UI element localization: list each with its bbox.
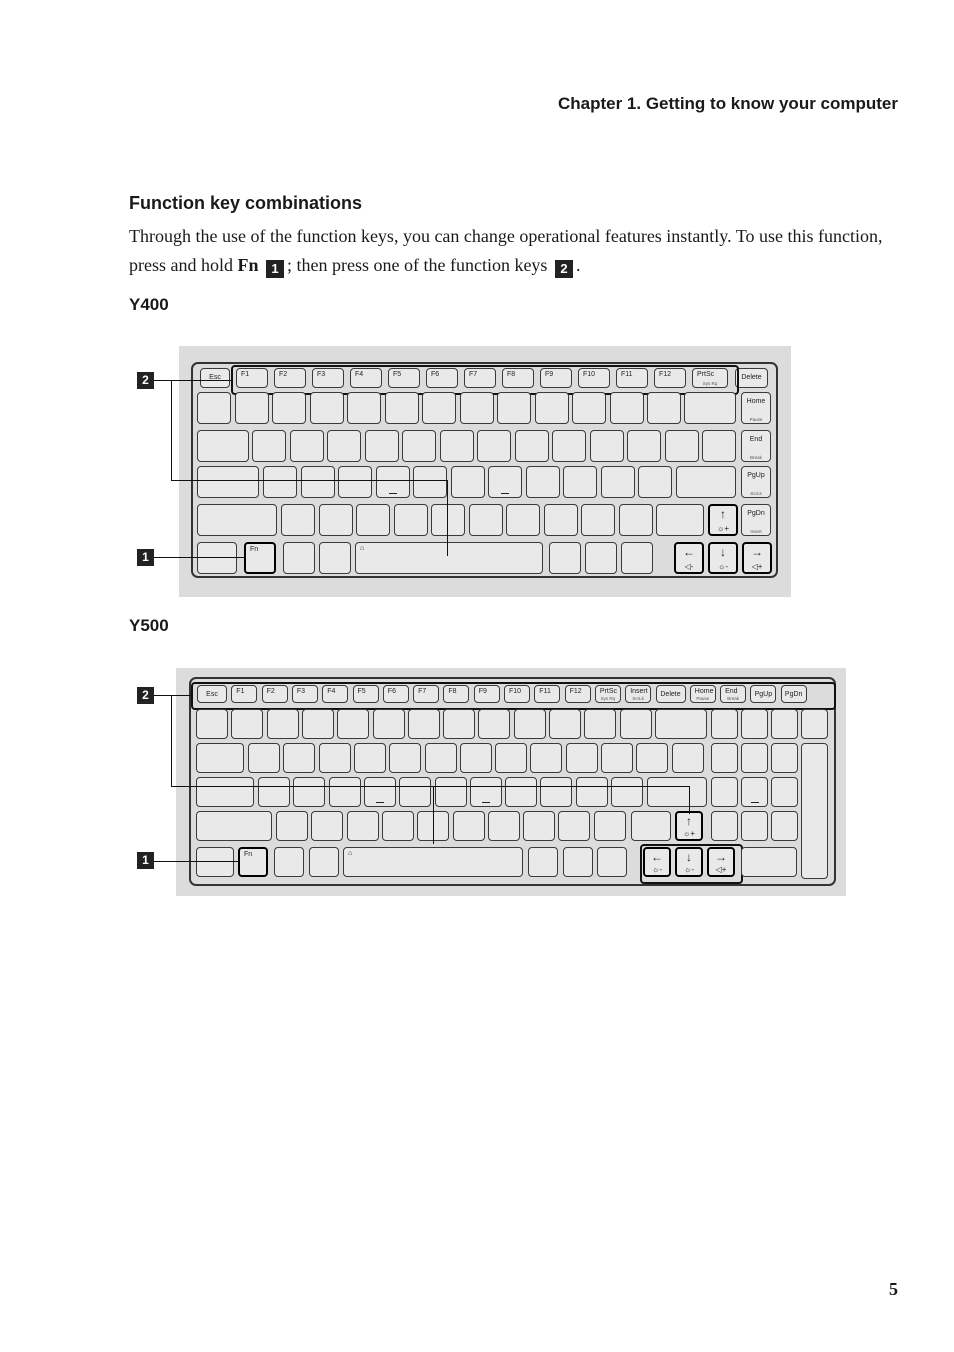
key-pgdn: [741, 504, 771, 536]
key-label: PgUp: [754, 691, 773, 698]
space-key: [355, 542, 543, 574]
menu-key: [621, 542, 653, 574]
key-label: F6: [431, 371, 440, 378]
key: [231, 709, 263, 739]
key-sublabel: Break: [727, 696, 739, 701]
numpad-key: [711, 743, 738, 773]
right-shift-key: [631, 811, 671, 841]
arrow-down-icon: ↓: [720, 545, 726, 559]
numpad-key: [771, 811, 798, 841]
key-label: F8: [448, 688, 457, 695]
key-label: PgDn: [784, 691, 803, 698]
home-row-bump: [389, 493, 397, 495]
up-arrow-key: [675, 811, 703, 841]
key: [594, 811, 626, 841]
key: [488, 811, 520, 841]
key: [552, 430, 586, 462]
key: [495, 743, 527, 773]
key: [488, 466, 522, 498]
home-row-bump: [482, 802, 490, 804]
key: [413, 466, 447, 498]
key: [258, 777, 290, 807]
key: [373, 709, 405, 739]
section-title: Function key combinations: [129, 193, 363, 213]
chapter-header: Chapter 1. Getting to know your computer: [557, 94, 898, 113]
key: [196, 709, 228, 739]
arrow-up-icon: ↑: [720, 507, 726, 521]
key-label: F7: [418, 688, 427, 695]
key: [601, 466, 635, 498]
key: [460, 392, 494, 424]
key: [526, 466, 560, 498]
tab-key: [197, 430, 249, 462]
numpad-key: [741, 811, 768, 841]
key: [610, 392, 644, 424]
key-end: [741, 430, 771, 462]
home-row-bump: [501, 493, 509, 495]
key: [647, 392, 681, 424]
key: [235, 392, 269, 424]
key: [601, 743, 633, 773]
key: [431, 504, 465, 536]
alt-gr-key: [528, 847, 558, 877]
key: [665, 430, 699, 462]
key-label: F4: [355, 371, 364, 378]
ctrl-right-key: [585, 542, 617, 574]
key: [505, 777, 537, 807]
key-label: F8: [507, 371, 516, 378]
arrow-right-icon: →: [751, 545, 763, 559]
callout-fkeys: 2: [555, 260, 573, 278]
arrow-down-icon: ↓: [686, 850, 692, 864]
numpad-tall-key: [801, 743, 828, 879]
key: [310, 392, 344, 424]
numpad-key: [771, 743, 798, 773]
right-arrow-key: [742, 542, 772, 574]
key: [337, 709, 369, 739]
key: [576, 777, 608, 807]
key-sublabel: Pause: [696, 696, 710, 701]
key: [460, 743, 492, 773]
key: [506, 504, 540, 536]
tab-key: [196, 743, 244, 773]
key: [530, 743, 562, 773]
key: [394, 504, 428, 536]
key: [301, 466, 335, 498]
home-row-bump: [376, 802, 384, 804]
y400-callout-fkeys: 2: [137, 372, 154, 389]
key-delete: [735, 368, 768, 388]
key: [356, 504, 390, 536]
key: [453, 811, 485, 841]
enter-key: [676, 466, 736, 498]
y500-leader-fkeys: [154, 695, 192, 696]
intro-text-2: ; then press one of the function keys: [287, 255, 548, 275]
brightness-up-icon: ☼+: [682, 829, 695, 838]
key: [354, 743, 386, 773]
arrow-left-icon: ←: [683, 545, 695, 559]
key-sublabel: Pause: [749, 417, 763, 422]
key: [408, 709, 440, 739]
key: [267, 709, 299, 739]
key-label: Home: [746, 398, 766, 405]
key: [319, 743, 351, 773]
backspace-key: [655, 709, 707, 739]
key-label: F12: [659, 371, 672, 378]
key-label: Delete: [660, 691, 681, 698]
key: [566, 743, 598, 773]
key: [197, 392, 231, 424]
brightness-down-icon: ☼-: [652, 865, 662, 874]
key: [535, 392, 569, 424]
key: [365, 430, 399, 462]
key-esc: [200, 368, 230, 388]
key-label: F9: [545, 371, 554, 378]
alt-key: [309, 847, 339, 877]
key-label: F3: [296, 688, 306, 695]
callout-fn: 1: [266, 260, 284, 278]
key: [638, 466, 672, 498]
key-sublabel: ScrLk: [750, 491, 762, 496]
key-sublabel: Break: [750, 455, 762, 460]
key-label: ⌂: [348, 850, 353, 857]
numpad-key: [711, 709, 738, 739]
key-label: F9: [478, 688, 487, 695]
key: [389, 743, 421, 773]
key-label: PrtSc: [599, 688, 618, 695]
key: [425, 743, 457, 773]
key: [584, 709, 616, 739]
key: [523, 811, 555, 841]
key: [283, 743, 315, 773]
key-label: F1: [241, 371, 250, 378]
intro-paragraph: [129, 222, 899, 280]
key: [581, 504, 615, 536]
key-label: F5: [393, 371, 402, 378]
y400-callout-fn: 1: [137, 549, 154, 566]
right-shift-key: [656, 504, 704, 536]
key: [620, 709, 652, 739]
left-shift-key: [197, 504, 277, 536]
key: [627, 430, 661, 462]
y500-leader-to-arrows: [689, 786, 690, 814]
key: [252, 430, 286, 462]
key: [515, 430, 549, 462]
y400-leader-fkeys: [154, 380, 231, 381]
key-label: End: [749, 436, 763, 443]
y500-arrows-highlight: [640, 844, 743, 884]
key-label: Esc: [206, 691, 218, 698]
key: [293, 777, 325, 807]
key: [290, 430, 324, 462]
key-home: [741, 392, 771, 424]
caps-lock-key: [197, 466, 259, 498]
key: [544, 504, 578, 536]
windows-key: [274, 847, 304, 877]
key: [497, 392, 531, 424]
key-label: F2: [279, 371, 288, 378]
key-pgup: [741, 466, 771, 498]
arrow-right-icon: →: [715, 850, 727, 864]
key-label: F1: [236, 688, 245, 695]
left-arrow-key: [674, 542, 704, 574]
key-label: Fn: [250, 546, 259, 553]
y400-fkeys-highlight: [231, 365, 739, 395]
y500-leader-fn: [154, 861, 238, 862]
key-label: ⌂: [360, 545, 365, 552]
key: [477, 430, 511, 462]
key: [470, 777, 502, 807]
y400-leader-drop: [171, 380, 172, 480]
key-label: PgDn: [747, 510, 765, 517]
key: [619, 504, 653, 536]
caps-lock-key: [196, 777, 254, 807]
key: [451, 466, 485, 498]
key-label: F12: [569, 688, 582, 695]
key-label: F7: [469, 371, 478, 378]
numpad-zero-key: [741, 847, 797, 877]
key: [549, 709, 581, 739]
key: [422, 392, 456, 424]
alt-key: [319, 542, 351, 574]
brightness-down-icon: ☼-: [718, 562, 728, 571]
key: [572, 392, 606, 424]
y500-fkeys-highlight: [191, 682, 836, 710]
y400-leader-to-arrows: [447, 480, 448, 556]
key: [440, 430, 474, 462]
key-label: F4: [327, 688, 336, 695]
ctrl-key: [197, 542, 237, 574]
page-number: 5: [889, 1279, 898, 1299]
key: [347, 811, 379, 841]
home-row-bump: [751, 802, 759, 804]
key: [272, 392, 306, 424]
key-label: PgUp: [747, 472, 765, 479]
key-label: End: [725, 688, 738, 695]
key-label: Insert: [630, 688, 648, 695]
key-label: F6: [387, 688, 396, 695]
arrow-left-icon: ←: [651, 850, 663, 864]
brightness-up-icon: ☼+: [716, 524, 729, 533]
key: [263, 466, 297, 498]
space-key: [343, 847, 523, 877]
key: [563, 466, 597, 498]
key-label: F11: [539, 688, 551, 695]
backspace-key: [684, 392, 736, 424]
key-sublabel: Insert: [750, 529, 762, 534]
key: [347, 392, 381, 424]
key-label: F5: [357, 688, 366, 695]
key: [702, 430, 736, 462]
key-label: Fn: [244, 851, 253, 858]
intro-text-end: .: [575, 255, 581, 275]
fn-key: [238, 847, 268, 877]
arrow-up-icon: ↑: [686, 814, 692, 828]
key: [540, 777, 572, 807]
numpad-key: [711, 811, 738, 841]
key: [376, 466, 410, 498]
numpad-key: [741, 743, 768, 773]
ctrl-right-key: [597, 847, 627, 877]
y500-keyboard: [176, 668, 846, 896]
key: [402, 430, 436, 462]
enter-key: [647, 777, 707, 807]
key: [319, 504, 353, 536]
key-sublabel: ScrLk: [632, 696, 644, 701]
key: [302, 709, 334, 739]
volume-up-icon: ◁+: [715, 865, 727, 874]
key: [590, 430, 624, 462]
key-label: F2: [266, 688, 275, 695]
y400-keyboard: [179, 346, 791, 597]
key: [327, 430, 361, 462]
key-label: PrtSc: [697, 371, 715, 378]
brightness-down-icon: ☼-: [684, 865, 694, 874]
key: [478, 709, 510, 739]
numpad-key: [771, 709, 798, 739]
key-label: F10: [583, 371, 596, 378]
key: [443, 709, 475, 739]
key: [636, 743, 668, 773]
down-arrow-key: [708, 542, 738, 574]
volume-down-icon: ◁-: [684, 562, 694, 571]
key: [399, 777, 431, 807]
y500-label: Y500: [129, 616, 169, 635]
menu-key: [563, 847, 593, 877]
key-label: Home: [694, 688, 714, 695]
key: [338, 466, 372, 498]
key: [435, 777, 467, 807]
key: [311, 811, 343, 841]
y400-leader-across: [171, 480, 447, 481]
numpad-key: [741, 709, 768, 739]
key-label: Esc: [209, 374, 221, 381]
alt-gr-key: [549, 542, 581, 574]
numpad-key: [711, 777, 738, 807]
key: [281, 504, 315, 536]
key-label: F3: [317, 371, 326, 378]
key: [329, 777, 361, 807]
y500-leader-to-space: [433, 786, 434, 844]
y500-leader-across: [171, 786, 689, 787]
y500-leader-drop: [171, 695, 172, 786]
volume-up-icon: ◁+: [751, 562, 763, 571]
up-arrow-key: [708, 504, 738, 536]
fn-key-label: Fn: [237, 255, 259, 275]
key-sublabel: Sys Rq: [702, 381, 718, 386]
key: [276, 811, 308, 841]
numpad-key: [741, 777, 768, 807]
windows-key: [283, 542, 315, 574]
key-sublabel: Sys Rq: [600, 696, 616, 701]
ctrl-key: [196, 847, 234, 877]
key: [672, 743, 704, 773]
y400-leader-fn: [154, 557, 244, 558]
y500-callout-fkeys: 2: [137, 687, 154, 704]
fn-key: [244, 542, 276, 574]
key: [364, 777, 396, 807]
y400-label: Y400: [129, 295, 169, 314]
key: [514, 709, 546, 739]
key: [385, 392, 419, 424]
key: [248, 743, 280, 773]
y500-callout-fn: 1: [137, 852, 154, 869]
key: [469, 504, 503, 536]
numpad-key: [771, 777, 798, 807]
numpad-key: [801, 709, 828, 739]
intro-text-1: Through the use of the function keys, you can change operational features instantly. To use this function, press and hold: [129, 226, 883, 275]
key: [558, 811, 590, 841]
key: [611, 777, 643, 807]
key: [382, 811, 414, 841]
key-label: F11: [621, 371, 633, 378]
left-shift-key: [196, 811, 272, 841]
key-label: F10: [509, 688, 522, 695]
key-label: Delete: [741, 374, 762, 381]
